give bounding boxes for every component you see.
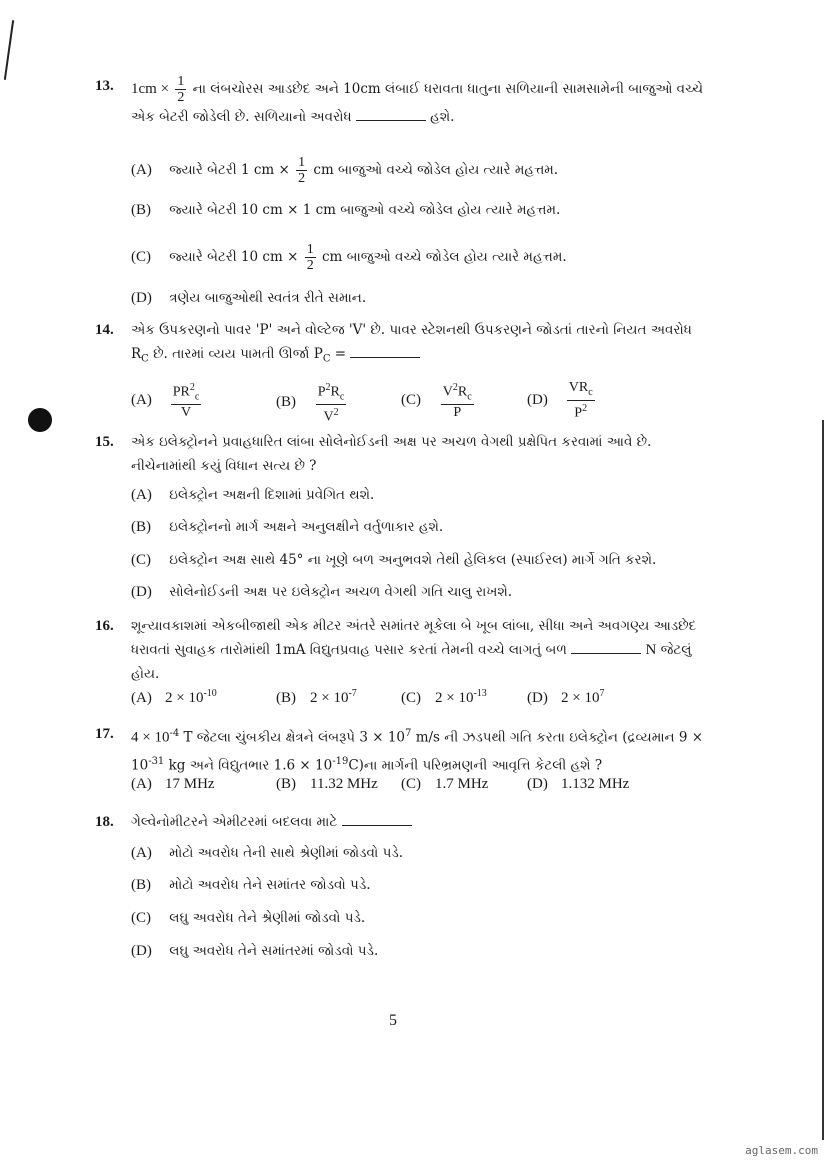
answer-blank bbox=[571, 639, 641, 654]
answer-blank bbox=[356, 106, 426, 121]
option-13b: (B) જ્યારે બેટરી 10 cm × 1 cm બાજુઓ વચ્ચે જોડેલ હોય ત્યારે મહત્તમ. bbox=[131, 202, 561, 218]
fraction: $\frac{1}{2}$ bbox=[306, 242, 314, 273]
question-18 bbox=[95, 810, 705, 834]
question-15 bbox=[95, 430, 705, 478]
option-17a: (A) 17 MHz bbox=[131, 776, 215, 792]
question-number: 14. bbox=[95, 322, 114, 338]
page-number: 5 bbox=[389, 1012, 397, 1029]
option-16a: (A) $2 \times 10^{-10}$ bbox=[131, 688, 217, 706]
question-text: ગેલ્વેનોમીટરને એમીટરમાં બદલવા માટે bbox=[131, 810, 705, 834]
fraction: $\frac{1}{2}$ bbox=[298, 155, 306, 186]
option-14a: (A) $\frac{PR^2_c}{V}$ bbox=[131, 382, 200, 421]
question-17 bbox=[95, 722, 705, 777]
scan-mark bbox=[4, 20, 14, 80]
option-16d: (D) $2 \times 10^7$ bbox=[527, 688, 605, 706]
options-16 bbox=[131, 688, 691, 712]
option-15a: (A) ઇલેક્ટ્રોન અક્ષની દિશામાં પ્રવેગિત થશે. bbox=[131, 487, 375, 503]
fraction: $\frac{1}{2}$ bbox=[177, 74, 185, 105]
options-17 bbox=[131, 776, 691, 800]
question-number: 18. bbox=[95, 814, 114, 830]
watermark: aglasem.com bbox=[745, 1144, 818, 1157]
question-number: 16. bbox=[95, 618, 114, 634]
option-13d: (D) ત્રણેય બાજુઓથી સ્વતંત્ર રીતે સમાન. bbox=[131, 290, 367, 306]
option-14b: (B) $\frac{P^2R_c}{V^2}$ bbox=[276, 382, 345, 426]
scan-mark bbox=[822, 420, 824, 1140]
option-16c: (C) $2 \times 10^{-13}$ bbox=[401, 688, 487, 706]
option-17c: (C) 1.7 MHz bbox=[401, 776, 489, 792]
option-17d: (D) 1.132 MHz bbox=[527, 776, 630, 792]
punch-hole bbox=[28, 408, 52, 432]
question-text: 1cm × $\frac{1}{2}$ ના લંબચોરસ આડછેદ અને 10cm લંબાઈ ધરાવતા ધાતુના સળિયાની સામસામેની બાજુઓ વચ્ચે એક બેટરી જોડેલી છે. સળિયાનો અવરોધ હશે. bbox=[131, 74, 704, 125]
option-18b: (B) મોટો અવરોધ તેને સમાંતર જોડવો પડે. bbox=[131, 877, 371, 893]
question-13 bbox=[95, 74, 705, 129]
options-14 bbox=[131, 380, 691, 424]
question-text: એક ઉપકરણનો પાવર 'P' અને વોલ્ટેજ 'V' છે. પાવર સ્ટેશનથી ઉપકરણને જોડતાં તારનો નિયત અવરોધ $R_C$ છે. તારમાં વ્યય પામતી ઊર્જા $P_C$ = bbox=[131, 322, 692, 365]
option-17b: (B) 11.32 MHz bbox=[276, 776, 378, 792]
question-14 bbox=[95, 318, 705, 372]
option-14c: (C) $\frac{V^2R_c}{P}$ bbox=[401, 382, 472, 421]
option-13c: (C) જ્યારે બેટરી 10 cm × $\frac{1}{2}$ cm બાજુઓ વચ્ચે જોડેલ હોય ત્યારે મહત્તમ. bbox=[131, 242, 567, 273]
question-text: એક ઇલેક્ટ્રોનને પ્રવાહધારિત લાંબા સોલેનોઈડની અક્ષ પર અચળ વેગથી પ્રક્ષેપિત કરવામાં આવે છે. નીચેનામાંથી કયું વિધાન સત્ય છે ? bbox=[131, 434, 652, 474]
option-18a: (A) મોટો અવરોધ તેની સાથે શ્રેણીમાં જોડવો પડે. bbox=[131, 845, 404, 861]
option-16b: (B) $2 \times 10^{-7}$ bbox=[276, 688, 357, 706]
option-15c: (C) ઇલેક્ટ્રોન અક્ષ સાથે 45° ના ખૂણે બળ અનુભવશે તેથી હેલિકલ (સ્પાઈરલ) માર્ગે ગતિ કરશે. bbox=[131, 552, 657, 568]
option-18d: (D) લઘુ અવરોધ તેને સમાંતરમાં જોડવો પડે. bbox=[131, 943, 379, 959]
option-15b: (B) ઇલેક્ટ્રોનનો માર્ગ અક્ષને અનુલક્ષીને વર્તુળાકાર હશે. bbox=[131, 519, 444, 535]
option-15d: (D) સોલેનોઈડની અક્ષ પર ઇલેક્ટ્રોન અચળ વેગથી ગતિ ચાલુ રાખશે. bbox=[131, 584, 513, 600]
question-number: 13. bbox=[95, 78, 114, 94]
question-text: શૂન્યાવકાશમાં એકબીજાથી એક મીટર અંતરે સમાંતર મૂકેલા બે ખૂબ લાંબા, સીધા અને અવગણ્ય આડછેદ ધરાવતાં સુવાહક તારોમાંથી 1mA વિદ્યુતપ્રવાહ પસાર કરતાં તેમની વચ્ચે લાગતું બળ N જેટલું હોય. bbox=[131, 618, 697, 682]
question-number: 15. bbox=[95, 434, 114, 450]
answer-blank bbox=[350, 343, 420, 358]
option-13a: (A) જ્યારે બેટરી 1 cm × $\frac{1}{2}$ cm બાજુઓ વચ્ચે જોડેલ હોય ત્યારે મહત્તમ. bbox=[131, 155, 559, 186]
answer-blank bbox=[342, 811, 412, 826]
question-16 bbox=[95, 614, 705, 686]
question-text: $4 \times 10^{-4}$ T જેટલા ચુંબકીય ક્ષેત્રને લંબરૂપે $3 \times 10^7$ m/s ની ઝડપથી ગતિ કરતા ઇલેક્ટ્રોન (દ્રવ્યમાન $9 \times 10^{-31}$ kg અને વિદ્યુતભાર $1.6 \times 10^{-19}C)ના$ માર્ગની પરિભ્રમણની આવૃત્તિ કેટલી હશે ? bbox=[131, 728, 704, 773]
question-number: 17. bbox=[95, 726, 114, 742]
option-18c: (C) લઘુ અવરોધ તેને શ્રેણીમાં જોડવો પડે. bbox=[131, 910, 366, 926]
option-14d: (D) $\frac{VR_c}{P^2}$ bbox=[527, 380, 593, 421]
